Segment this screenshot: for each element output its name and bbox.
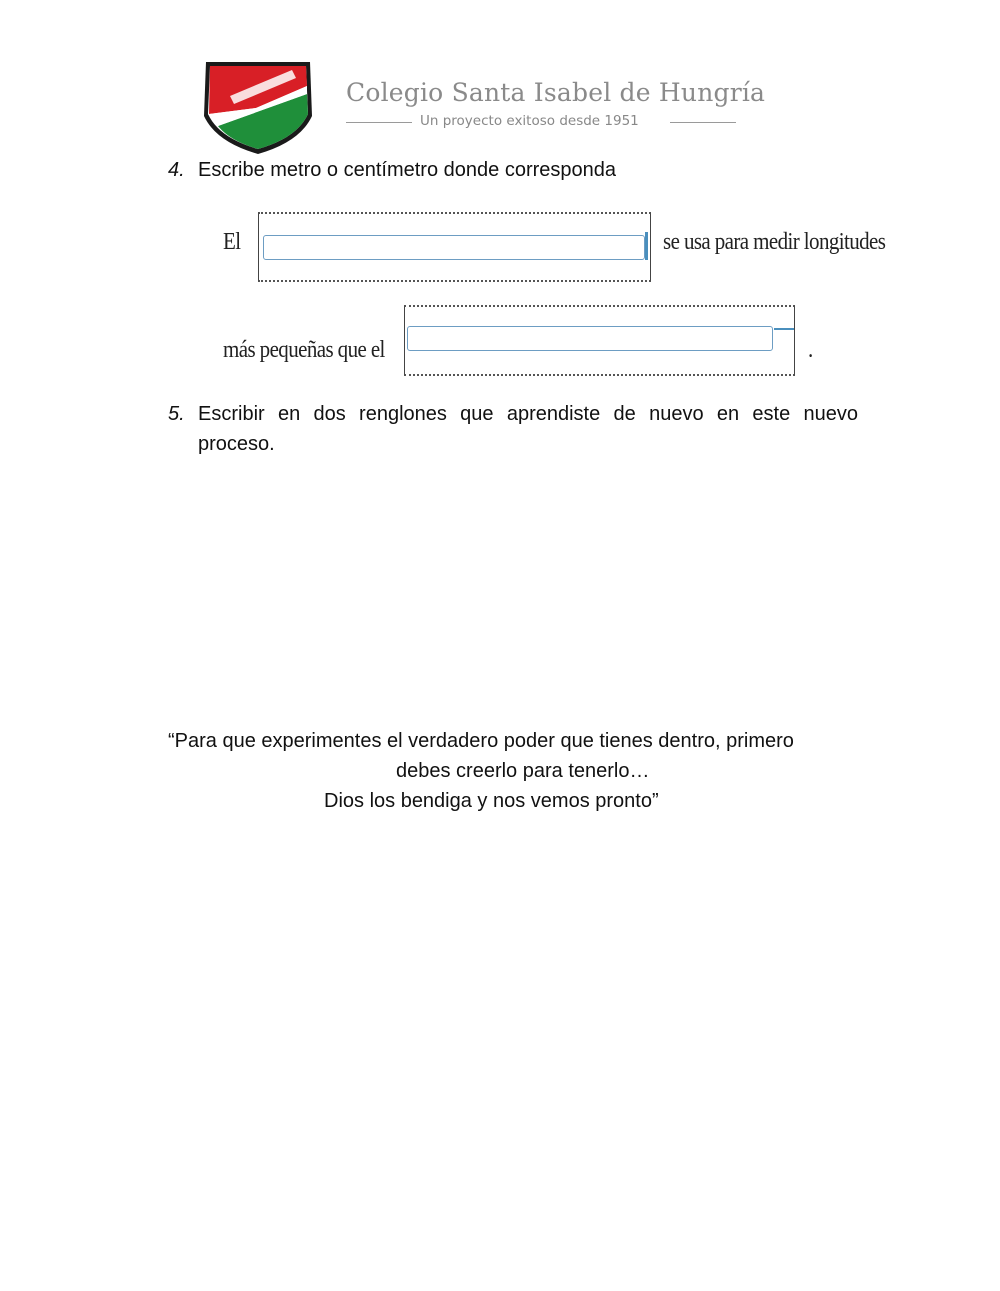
question-4: [168, 155, 858, 185]
answer-blank-2[interactable]: [407, 326, 773, 351]
question-text: Escribir en dos renglones que aprendiste de nuevo en este nuevo proceso.: [198, 403, 858, 455]
sentence-prefix-el: El: [223, 227, 241, 255]
school-name: Colegio Santa Isabel de Hungría: [346, 78, 766, 107]
field-edge-marker: [645, 232, 648, 260]
quote-line-3: Dios los bendiga y nos vemos pronto”: [324, 790, 659, 812]
quote-line-2: debes creerlo para tenerlo…: [396, 760, 650, 782]
document-header: [200, 56, 766, 156]
question-5: [168, 399, 858, 459]
sentence-end-period: .: [808, 335, 813, 363]
answer-blank-1[interactable]: [263, 235, 645, 260]
tagline-rule-right: [670, 122, 736, 123]
sentence-suffix-1: se usa para medir longitudes: [663, 227, 886, 255]
field-edge-marker: [774, 328, 794, 330]
school-tagline: Un proyecto exitoso desde 1951: [420, 113, 639, 129]
question-text: Escribe metro o centímetro donde corresponda: [198, 159, 616, 181]
closing-quote: [168, 726, 833, 816]
sentence-prefix-2: más pequeñas que el: [223, 335, 385, 363]
tagline-rule-left: [346, 122, 412, 123]
question-number: 4.: [168, 159, 185, 181]
question-number: 5.: [168, 403, 185, 425]
school-crest-logo: [200, 56, 316, 156]
tagline-row: [346, 113, 736, 133]
quote-line-1: “Para que experimentes el verdadero poder que tienes dentro, primero: [168, 730, 794, 752]
